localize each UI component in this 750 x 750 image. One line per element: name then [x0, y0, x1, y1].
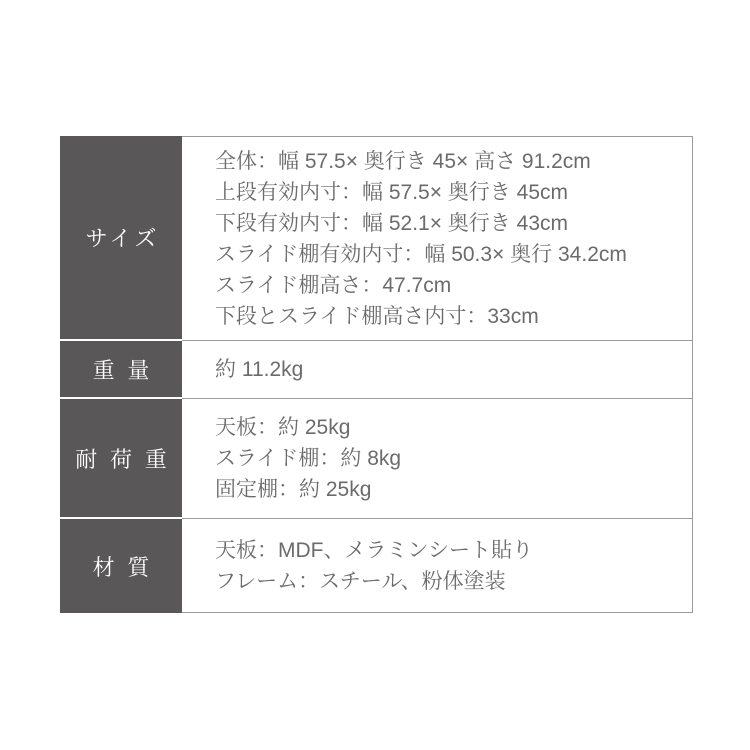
spec-row-load-capacity	[60, 399, 693, 519]
spec-row-material-value	[182, 519, 693, 613]
spec-line-lower-slide-height: 下段とスライド棚高さ内寸：33cm	[215, 304, 539, 328]
spec-row-size	[60, 136, 693, 341]
spec-row-load-capacity-value	[182, 399, 693, 519]
spec-row-size-label: サイズ	[85, 226, 160, 251]
spec-row-weight	[60, 341, 693, 399]
spec-line-overall: 全体：幅 57.5× 奥行き 45× 高さ 91.2cm	[215, 149, 591, 173]
spec-line-upper-inner: 上段有効内寸：幅 57.5× 奥行き 45cm	[215, 180, 568, 204]
spec-line-slide-shelf-inner: スライド棚有効内寸：幅 50.3× 奥行 34.2cm	[215, 242, 627, 266]
spec-row-size-value	[182, 136, 693, 341]
spec-line-frame-material: フレーム：スチール、粉体塗装	[215, 569, 506, 593]
spec-line-top-board-material: 天板：MDF、メラミンシート貼り	[215, 538, 533, 562]
spec-line-slide-shelf-height: スライド棚高さ：47.7cm	[215, 273, 452, 297]
spec-row-weight-label: 重 量	[92, 357, 153, 383]
spec-row-size-header	[60, 136, 182, 341]
spec-row-weight-value	[182, 341, 693, 399]
spec-row-weight-header	[60, 341, 182, 399]
spec-row-load-capacity-label: 耐 荷 重	[75, 446, 171, 472]
spec-row-material-label: 材 質	[92, 554, 153, 580]
spec-line-top-board-load: 天板：約 25kg	[215, 416, 351, 439]
spec-line-lower-inner: 下段有効内寸：幅 52.1× 奥行き 43cm	[215, 211, 568, 235]
spec-table	[60, 136, 693, 613]
spec-line-weight: 約 11.2kg	[215, 358, 304, 381]
spec-row-load-capacity-header	[60, 399, 182, 519]
spec-line-slide-shelf-load: スライド棚：約 8kg	[215, 447, 402, 470]
spec-row-material-header	[60, 519, 182, 613]
spec-line-fixed-shelf-load: 固定棚：約 25kg	[215, 478, 372, 501]
spec-row-material	[60, 519, 693, 613]
